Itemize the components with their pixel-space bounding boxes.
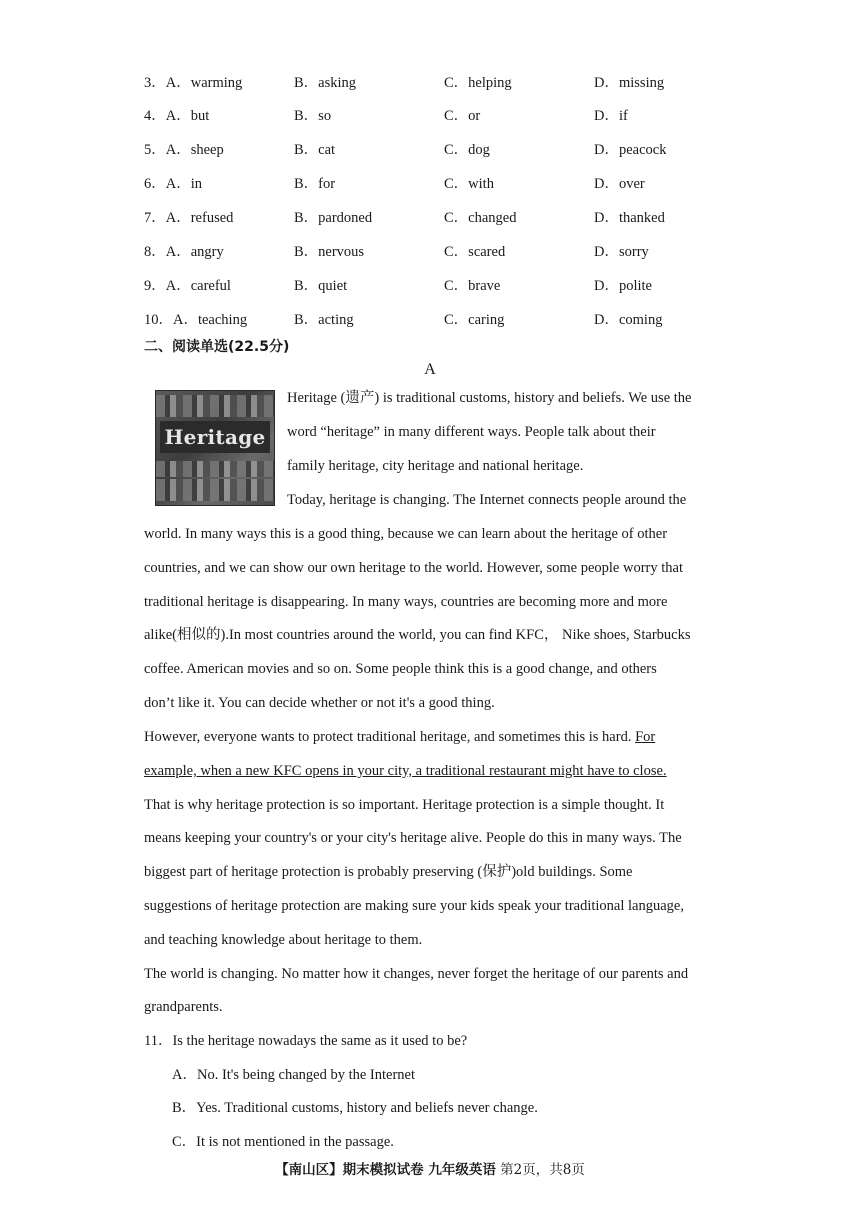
option-d: D．missing: [594, 75, 665, 91]
footer-page-number: 第2页，共8页: [500, 1162, 585, 1178]
option-a: 4．A．but: [144, 108, 210, 124]
passage-line: means keeping your country's or your city's heritage alive. People do this in many ways. The: [144, 830, 682, 846]
option-c: C．with: [444, 176, 494, 192]
option-d: D．coming: [594, 312, 663, 328]
image-caption: Heritage: [160, 421, 270, 453]
option-a: 5．A．sheep: [144, 142, 224, 158]
passage-line: family heritage, city heritage and national heritage.: [287, 458, 584, 474]
option-row-8: [144, 242, 744, 262]
option-d: D．if: [594, 108, 628, 124]
option-b: B．so: [294, 108, 332, 124]
option-row-7: [144, 208, 744, 228]
image-photo-strip: [156, 395, 274, 417]
option-c: C．dog: [444, 142, 490, 158]
option-a: 8．A．angry: [144, 244, 224, 260]
option-a: 6．A．in: [144, 176, 202, 192]
passage-line: suggestions of heritage protection are making sure your kids speak your traditional language,: [144, 898, 684, 914]
option-a: 7．A．refused: [144, 210, 234, 226]
option-b: B．pardoned: [294, 210, 373, 226]
option-b: B．for: [294, 176, 336, 192]
option-a: 10．A．teaching: [144, 312, 248, 328]
option-c: C．scared: [444, 244, 506, 260]
option-row-3: [144, 73, 744, 93]
passage-line: grandparents.: [144, 999, 223, 1015]
passage-line: [144, 727, 655, 747]
option-row-5: [144, 140, 744, 160]
question-option-b: B．Yes. Traditional customs, history and beliefs never change.: [172, 1100, 538, 1116]
page-footer: [0, 1160, 860, 1180]
option-d: D．thanked: [594, 210, 665, 226]
passage-letter: A: [424, 361, 436, 378]
option-row-10: [144, 310, 744, 330]
underlined-sentence: For: [635, 729, 656, 745]
question-option-c: C．It is not mentioned in the passage.: [172, 1134, 394, 1150]
option-c: C．changed: [444, 210, 517, 226]
underlined-sentence: example, when a new KFC opens in your city, a traditional restaurant might have to close.: [144, 763, 667, 779]
option-row-4: [144, 106, 744, 126]
option-a: 3．A．warming: [144, 75, 243, 91]
option-b: B．asking: [294, 75, 357, 91]
option-c: C．brave: [444, 278, 501, 294]
image-photo-strip: [156, 461, 274, 477]
passage-line: and teaching knowledge about heritage to them.: [144, 932, 423, 948]
option-c: C．helping: [444, 75, 512, 91]
question-stem: 11．Is the heritage nowadays the same as it used to be?: [144, 1033, 468, 1049]
option-d: D．peacock: [594, 142, 667, 158]
heritage-image: [155, 390, 275, 506]
option-c: C．caring: [444, 312, 505, 328]
option-a: 9．A．careful: [144, 278, 231, 294]
passage-line: biggest part of heritage protection is probably preserving (保护)old buildings. Some: [144, 864, 633, 880]
option-d: D．over: [594, 176, 645, 192]
footer-exam-title: 【南山区】期末模拟试卷 九年级英语: [275, 1162, 496, 1178]
option-c: C．or: [444, 108, 481, 124]
option-row-6: [144, 174, 744, 194]
section-title: 二、阅读单选(22.5分): [144, 339, 290, 355]
passage-line: coffee. American movies and so on. Some people think this is a good change, and others: [144, 661, 657, 677]
option-b: B．nervous: [294, 244, 365, 260]
option-d: D．sorry: [594, 244, 649, 260]
passage-line: Today, heritage is changing. The Internet connects people around the: [287, 492, 687, 508]
option-b: B．quiet: [294, 278, 348, 294]
passage-line: traditional heritage is disappearing. In many ways, countries are becoming more and more: [144, 594, 668, 610]
option-row-9: [144, 276, 744, 296]
passage-line: don’t like it. You can decide whether or not it's a good thing.: [144, 695, 495, 711]
question-option-a: A．No. It's being changed by the Internet: [172, 1067, 416, 1083]
option-b: B．cat: [294, 142, 336, 158]
passage-line: The world is changing. No matter how it changes, never forget the heritage of our parents and: [144, 966, 689, 982]
passage-line: That is why heritage protection is so important. Heritage protection is a simple thought. It: [144, 797, 665, 813]
passage-text: However, everyone wants to protect traditional heritage, and sometimes this is hard.: [144, 729, 636, 745]
option-b: B．acting: [294, 312, 354, 328]
passage-line: word “heritage” in many different ways. People talk about their: [287, 424, 656, 440]
passage-line: world. In many ways this is a good thing, because we can learn about the heritage of other: [144, 526, 668, 542]
option-d: D．polite: [594, 278, 652, 294]
passage-line: Heritage (遗产) is traditional customs, history and beliefs. We use the: [287, 390, 692, 406]
image-photo-strip: [156, 479, 274, 501]
passage-line: alike(相似的).In most countries around the world, you can find KFC， Nike shoes, Starbucks: [144, 627, 691, 643]
passage-line: countries, and we can show our own heritage to the world. However, some people worry that: [144, 560, 683, 576]
